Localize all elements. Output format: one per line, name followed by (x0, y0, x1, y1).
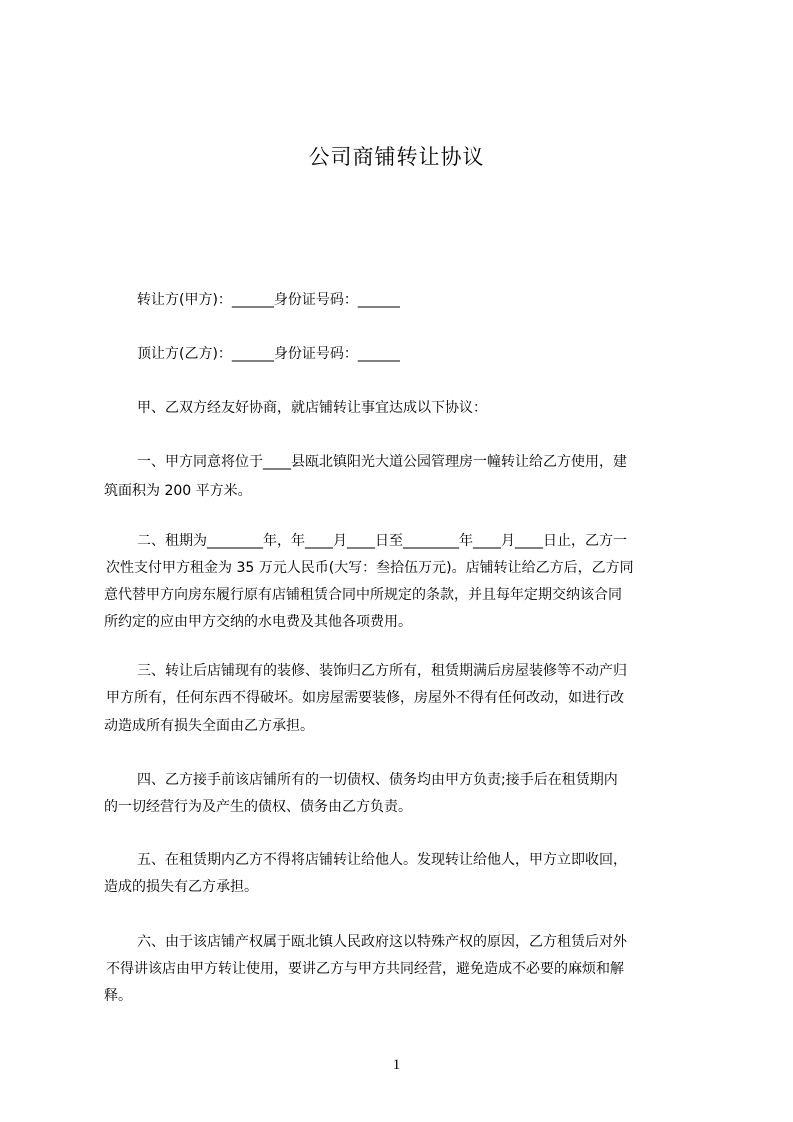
clause-5-line-2: 造成的损失有乙方承担。 (104, 879, 258, 895)
clause-2-line-2: 次性支付甲方租金为 35 万元人民币(大写：叁拾伍万元)。店铺转让给乙方后，乙方同 (106, 560, 634, 576)
clause-1-line-2: 筑面积为 200 平方米。 (104, 483, 252, 499)
clause-3-line-2: 甲方所有，任何东西不得破坏。如房屋需要装修，房屋外不得有任何改动，如进行改 (106, 690, 624, 706)
clause-6-line-3: 释。 (104, 988, 132, 1004)
clause-5-line-1: 五、在租赁期内乙方不得将店铺转让给他人。发现转让给他人，甲方立即收回， (137, 852, 627, 868)
clause-2-line-4: 所约定的应由甲方交纳的水电费及其他各项费用。 (104, 614, 412, 630)
clause-6-line-1: 六、由于该店铺产权属于瓯北镇人民政府这以特殊产权的原因，乙方租赁后对外 (137, 934, 627, 950)
clause-1-line-1: 一、甲方同意将位于____县瓯北镇阳光大道公园管理房一幢转让给乙方使用，建 (137, 454, 627, 470)
clause-4-line-2: 的一切经营行为及产生的债权、债务由乙方负责。 (104, 799, 412, 815)
clause-2-line-1: 二、租期为________年，年____月____日至________年____月____日止，乙方一 (137, 533, 627, 549)
page-number: 1 (392, 1057, 401, 1073)
clause-6-line-2: 不得讲该店由甲方转让使用，要讲乙方与甲方共同经营，避免造成不必要的麻烦和解 (106, 961, 624, 977)
clause-2-line-3: 意代替甲方向房东履行原有店铺租赁合同中所规定的条款，并且每年定期交纳该合同 (104, 587, 622, 603)
document-title: 公司商铺转让协议 (308, 145, 485, 169)
party-a-line: 转让方(甲方)：______身份证号码：______ (137, 292, 400, 308)
clause-4-line-1: 四、乙方接手前该店铺所有的一切债权、债务均由甲方负责;接手后在租赁期内 (137, 772, 618, 788)
intro-paragraph: 甲、乙双方经友好协商，就店铺转让事宜达成以下协议： (137, 400, 487, 416)
party-b-line: 顶让方(乙方)：______身份证号码：______ (137, 346, 400, 362)
clause-3-line-3: 动造成所有损失全面由乙方承担。 (104, 718, 314, 734)
clause-3-line-1: 三、转让后店铺现有的装修、装饰归乙方所有，租赁期满后房屋装修等不动产归 (137, 663, 627, 679)
